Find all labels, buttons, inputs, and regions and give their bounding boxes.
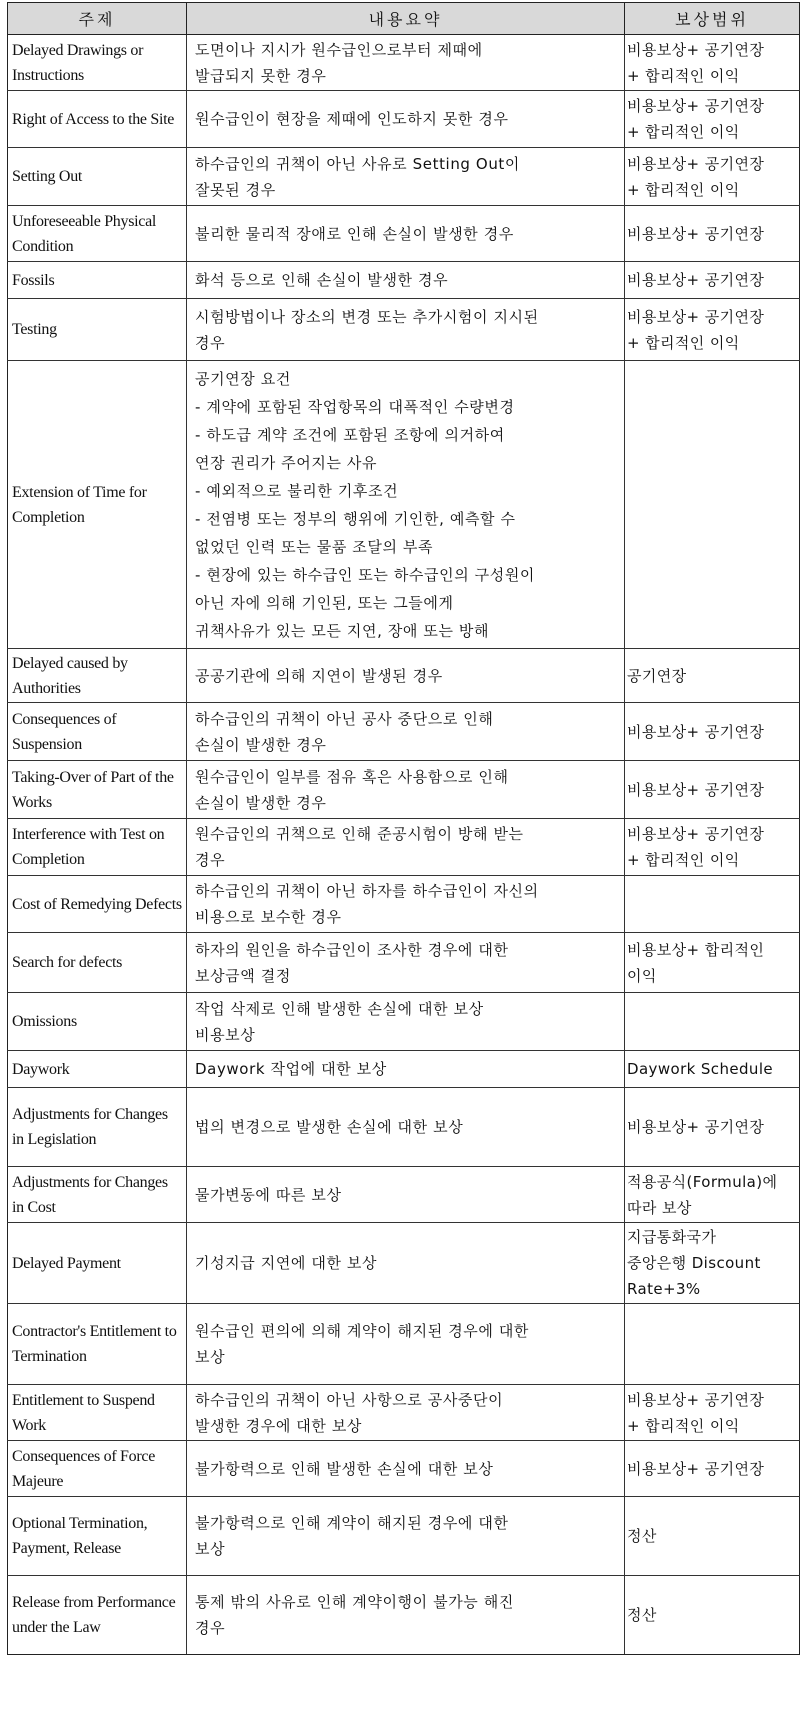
subject-cell: Taking-Over of Part of the Works (8, 761, 187, 819)
table-row (8, 1167, 800, 1223)
table-row (8, 649, 800, 703)
summary-cell: 하자의 원인을 하수급인이 조사한 경우에 대한 보상금액 결정 (187, 933, 625, 993)
subject-cell: Search for defects (8, 933, 187, 993)
compensation-cell: 공기연장 (625, 649, 800, 703)
summary-cell: 원수급인 편의에 의해 계약이 해지된 경우에 대한 보상 (187, 1304, 625, 1385)
subject-cell: Release from Performance under the Law (8, 1576, 187, 1655)
compensation-cell: 비용보상+ 공기연장 (625, 703, 800, 761)
table-row (8, 993, 800, 1051)
summary-cell: 화석 등으로 인해 손실이 발생한 경우 (187, 262, 625, 299)
summary-cell: 원수급인이 현장을 제때에 인도하지 못한 경우 (187, 91, 625, 148)
table-row (8, 1385, 800, 1441)
compensation-cell: Daywork Schedule (625, 1051, 800, 1088)
compensation-cell: 비용보상+ 공기연장 (625, 206, 800, 262)
table-row (8, 1576, 800, 1655)
compensation-cell: 정산 (625, 1576, 800, 1655)
header-row (8, 3, 800, 35)
table-row (8, 1051, 800, 1088)
subject-cell: Contractor's Entitlement to Termination (8, 1304, 187, 1385)
subject-cell: Consequences of Force Majeure (8, 1441, 187, 1497)
subject-cell: Right of Access to the Site (8, 91, 187, 148)
compensation-cell: 비용보상+ 공기연장 (625, 1441, 800, 1497)
table-row (8, 876, 800, 933)
subject-cell: Setting Out (8, 148, 187, 206)
subject-cell: Optional Termination, Payment, Release (8, 1497, 187, 1576)
summary-cell: 물가변동에 따른 보상 (187, 1167, 625, 1223)
table-row (8, 761, 800, 819)
subject-cell: Extension of Time for Completion (8, 361, 187, 649)
header-compensation: 보상범위 (625, 3, 800, 35)
table-row (8, 933, 800, 993)
summary-cell: 시험방법이나 장소의 변경 또는 추가시험이 지시된 경우 (187, 299, 625, 361)
subject-cell: Unforeseeable Physical Condition (8, 206, 187, 262)
table-row (8, 1223, 800, 1304)
table-row (8, 1088, 800, 1167)
subject-cell: Delayed caused by Authorities (8, 649, 187, 703)
summary-cell: 불가항력으로 인해 발생한 손실에 대한 보상 (187, 1441, 625, 1497)
table-row (8, 148, 800, 206)
table-row (8, 1497, 800, 1576)
subject-cell: Adjustments for Changes in Legislation (8, 1088, 187, 1167)
compensation-cell: 비용보상+ 공기연장 + 합리적인 이익 (625, 819, 800, 876)
subject-cell: Consequences of Suspension (8, 703, 187, 761)
compensation-cell: 정산 (625, 1497, 800, 1576)
compensation-cell (625, 993, 800, 1051)
table-row (8, 703, 800, 761)
compensation-cell: 비용보상+ 공기연장 + 합리적인 이익 (625, 299, 800, 361)
table-row (8, 299, 800, 361)
compensation-cell (625, 876, 800, 933)
table-row (8, 361, 800, 649)
subject-cell: Delayed Payment (8, 1223, 187, 1304)
compensation-cell: 비용보상+ 공기연장 (625, 761, 800, 819)
summary-cell: 불리한 물리적 장애로 인해 손실이 발생한 경우 (187, 206, 625, 262)
table-row (8, 206, 800, 262)
summary-cell: 공기연장 요건 - 계약에 포함된 작업항목의 대폭적인 수량변경 - 하도급 계약 조건에 포함된 조항에 의거하여 연장 권리가 주어지는 사유 - 예외적으로 불리한 기후조건 - 전염병 또는 정부의 행위에 기인한, 예측할 수 없었던 인력 또는 물품 조달의 부족 - 현장에 있는 하수급인 또는 하수급인의 구성원이 아닌 자에 의해 기인된, 또는 그들에게 귀책사유가 있는 모든 지연, 장애 또는 방해 (187, 361, 625, 649)
summary-cell: 기성지급 지연에 대한 보상 (187, 1223, 625, 1304)
compensation-cell (625, 361, 800, 649)
subject-cell: Fossils (8, 262, 187, 299)
compensation-cell: 비용보상+ 공기연장 + 합리적인 이익 (625, 91, 800, 148)
subject-cell: Testing (8, 299, 187, 361)
subject-cell: Omissions (8, 993, 187, 1051)
compensation-cell: 비용보상+ 공기연장 (625, 262, 800, 299)
summary-cell: 도면이나 지시가 원수급인으로부터 제때에 발급되지 못한 경우 (187, 35, 625, 91)
header-subject: 주제 (8, 3, 187, 35)
summary-cell: 원수급인이 일부를 점유 혹은 사용함으로 인해 손실이 발생한 경우 (187, 761, 625, 819)
compensation-cell (625, 1304, 800, 1385)
summary-cell: 공공기관에 의해 지연이 발생된 경우 (187, 649, 625, 703)
summary-cell: 하수급인의 귀책이 아닌 사항으로 공사중단이 발생한 경우에 대한 보상 (187, 1385, 625, 1441)
compensation-cell: 지급통화국가 중앙은행 Discount Rate+3% (625, 1223, 800, 1304)
summary-cell: 하수급인의 귀책이 아닌 공사 중단으로 인해 손실이 발생한 경우 (187, 703, 625, 761)
table-row (8, 1304, 800, 1385)
subject-cell: Cost of Remedying Defects (8, 876, 187, 933)
subject-cell: Delayed Drawings or Instructions (8, 35, 187, 91)
compensation-table (7, 2, 800, 1655)
subject-cell: Interference with Test on Completion (8, 819, 187, 876)
summary-cell: 작업 삭제로 인해 발생한 손실에 대한 보상 비용보상 (187, 993, 625, 1051)
header-summary: 내용요약 (187, 3, 625, 35)
summary-cell: 법의 변경으로 발생한 손실에 대한 보상 (187, 1088, 625, 1167)
table-row (8, 819, 800, 876)
subject-cell: Daywork (8, 1051, 187, 1088)
table-row (8, 262, 800, 299)
compensation-cell: 비용보상+ 공기연장 + 합리적인 이익 (625, 1385, 800, 1441)
summary-cell: 하수급인의 귀책이 아닌 하자를 하수급인이 자신의 비용으로 보수한 경우 (187, 876, 625, 933)
summary-cell: 원수급인의 귀책으로 인해 준공시험이 방해 받는 경우 (187, 819, 625, 876)
table-row (8, 35, 800, 91)
summary-cell: Daywork 작업에 대한 보상 (187, 1051, 625, 1088)
compensation-cell: 비용보상+ 공기연장 + 합리적인 이익 (625, 148, 800, 206)
table-row (8, 91, 800, 148)
compensation-cell: 비용보상+ 합리적인 이익 (625, 933, 800, 993)
subject-cell: Adjustments for Changes in Cost (8, 1167, 187, 1223)
summary-cell: 불가항력으로 인해 계약이 해지된 경우에 대한 보상 (187, 1497, 625, 1576)
compensation-cell: 비용보상+ 공기연장 (625, 1088, 800, 1167)
compensation-cell: 비용보상+ 공기연장 + 합리적인 이익 (625, 35, 800, 91)
summary-cell: 하수급인의 귀책이 아닌 사유로 Setting Out이 잘못된 경우 (187, 148, 625, 206)
table-row (8, 1441, 800, 1497)
compensation-cell: 적용공식(Formula)에 따라 보상 (625, 1167, 800, 1223)
subject-cell: Entitlement to Suspend Work (8, 1385, 187, 1441)
summary-cell: 통제 밖의 사유로 인해 계약이행이 불가능 해진 경우 (187, 1576, 625, 1655)
